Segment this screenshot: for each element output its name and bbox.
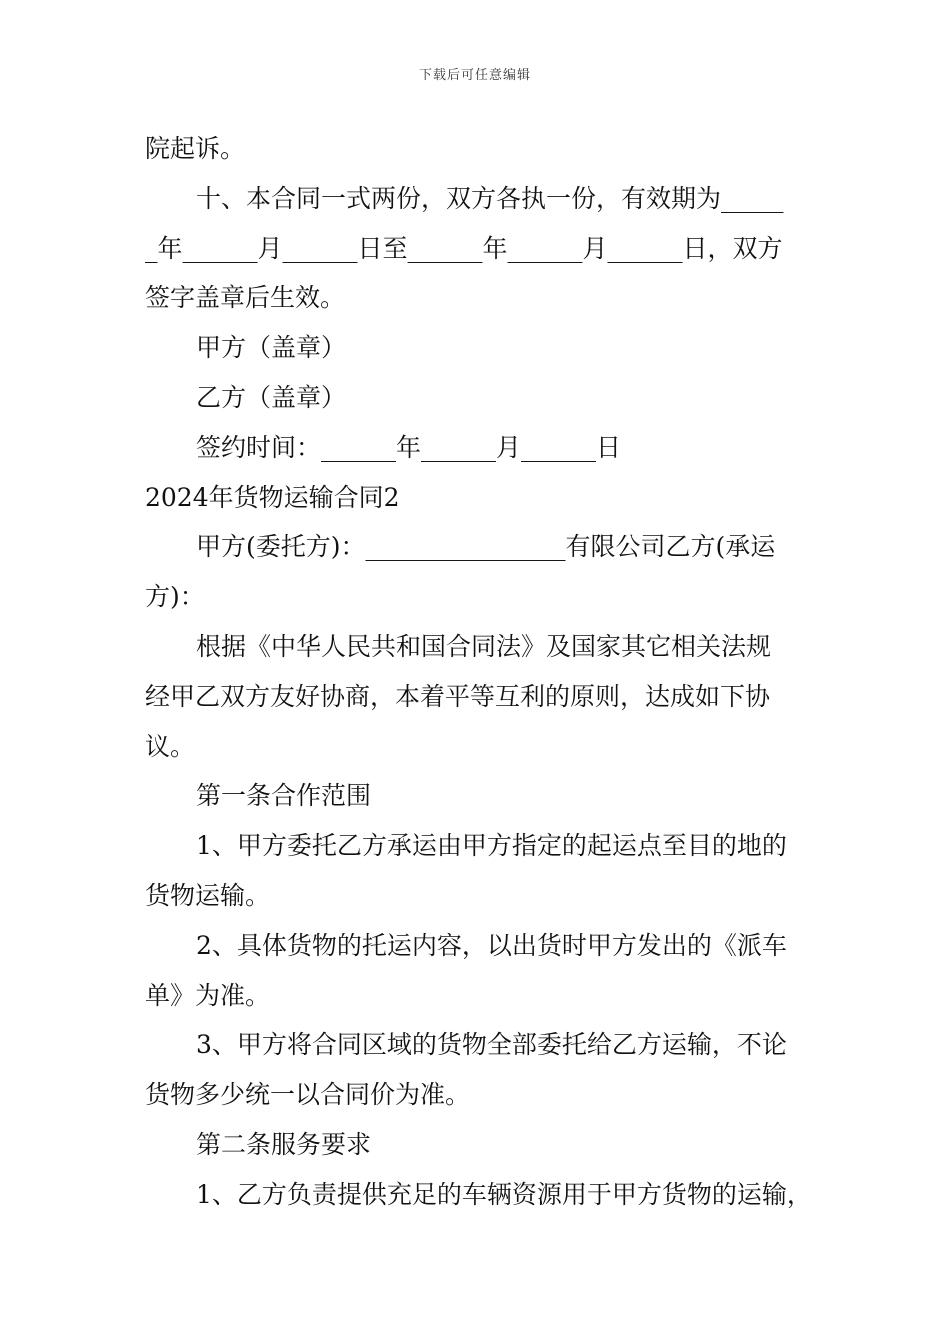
text-line: 2、具体货物的托运内容，以出货时甲方发出的《派车 <box>196 930 787 960</box>
page-header-note: 下载后可任意编辑 <box>418 68 531 83</box>
text-line: 单》为准。 <box>145 980 271 1010</box>
section-title: 2024年货物运输合同2 <box>145 482 400 512</box>
text-line: 议。 <box>145 731 196 761</box>
text-line: 根据《中华人民共和国合同法》及国家其它相关法规 <box>196 631 772 661</box>
text-line: 3、甲方将合同区域的货物全部委托给乙方运输，不论 <box>196 1030 787 1060</box>
text-line: _年______月______日至______年______月______日，双方 <box>145 233 783 263</box>
text-line: 方)： <box>145 582 205 612</box>
text-line: 十、本合同一式两份，双方各执一份，有效期为_____ <box>196 183 784 213</box>
text-line: 乙方（盖章） <box>196 382 347 412</box>
text-line: 甲方(委托方)：________________有限公司乙方(承运 <box>196 532 776 562</box>
clause-heading: 第一条合作范围 <box>196 781 372 811</box>
text-line: 货物多少统一以合同价为准。 <box>145 1080 471 1110</box>
text-line: 1、乙方负责提供充足的车辆资源用于甲方货物的运输， <box>196 1179 812 1209</box>
document-body <box>145 124 815 1220</box>
text-line: 1、甲方委托乙方承运由甲方指定的起运点至目的地的 <box>196 831 787 861</box>
text-line: 甲方（盖章） <box>196 333 347 363</box>
text-line: 院起诉。 <box>145 134 246 163</box>
text-line: 签约时间：______年______月______日 <box>196 432 622 462</box>
clause-heading: 第二条服务要求 <box>196 1129 372 1159</box>
text-line: 签字盖章后生效。 <box>145 283 346 313</box>
text-line: 货物运输。 <box>145 880 271 910</box>
text-line: 经甲乙双方友好协商，本着平等互利的原则，达成如下协 <box>145 681 771 711</box>
